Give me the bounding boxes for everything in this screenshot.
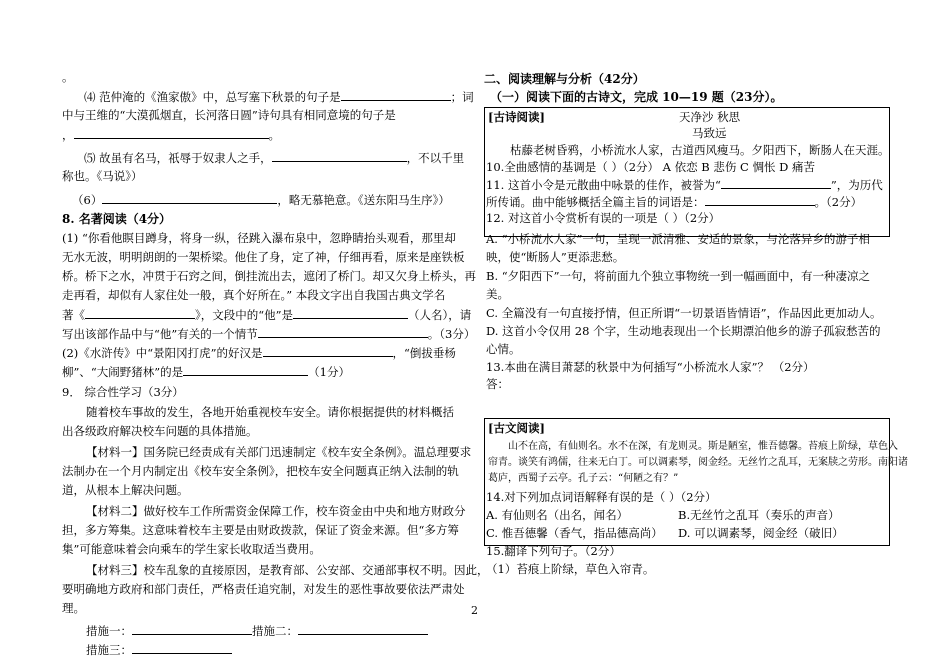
measure2-label: 措施二： xyxy=(252,624,298,638)
q5-line1 xyxy=(84,150,464,166)
poem-label: [古诗阅读] xyxy=(488,110,545,124)
q8-p2-line2 xyxy=(62,364,350,380)
q8-plot-text: 写出该部作品中与“他”有关的一个情节 xyxy=(62,327,258,341)
measure1-blank[interactable] xyxy=(132,623,252,635)
measures-line1 xyxy=(86,623,428,639)
q8-p1-line2: 无水无波，明明朗朗的一架桥梁。他住了身，定了神，仔细再看，原来是座铁板 xyxy=(62,250,465,264)
material3-line1: 【材料三】校车乱象的直接原因，是教育部、公安部、交通部事权不明。因此， xyxy=(86,563,489,577)
q5-text: ⑸ 故虽有名马，祇辱于奴隶人之手， xyxy=(84,151,272,165)
q9-title: 9． 综合性学习（3分） xyxy=(62,385,184,399)
q6-line xyxy=(72,192,450,208)
q15-item1: （1）苔痕上阶绿，草色入帘青。 xyxy=(486,562,655,576)
material2-line2: 担，多方筹集。这意味着校车主要是由财政拨款，保证了资金来源。但“多方筹 xyxy=(62,523,459,537)
section-title: 二、阅读理解与分析（42分） xyxy=(484,72,645,86)
prose-label: [古文阅读] xyxy=(488,421,545,435)
q8-book-open: 著《 xyxy=(62,308,85,322)
q8-hero-blank[interactable] xyxy=(263,345,393,357)
q5-blank[interactable] xyxy=(272,150,407,162)
q11-text: 11. 这首小令是元散曲中咏景的佳作，被誉为“ xyxy=(486,178,721,192)
q12-option-b-line1: B. “夕阳西下”一句，将前面九个独立事物统一到一幅画面中，有一种凄凉之 xyxy=(486,269,871,283)
material2-line3: 集”可能意味着会向乘车的学生家长收取适当费用。 xyxy=(62,542,321,556)
q14-option-a: A. 有仙则名（出名，闻名） xyxy=(486,508,629,522)
poem-text: 枯藤老树昏鸦，小桥流水人家，古道西风瘦马。夕阳西下，断肠人在天涯。 xyxy=(510,143,890,157)
q12: 12. 对这首小令赏析有误的一项是（ ）（2分） xyxy=(486,211,721,225)
q6-text-end: ，略无慕艳意。《送东阳马生序》） xyxy=(277,193,450,207)
q8-plot-score: 。（3分） xyxy=(427,327,476,341)
material1-line1: 【材料一】国务院已经责成有关部门迅速制定《校车安全条例》。温总理要求 xyxy=(86,445,472,459)
prose-line1: 山不在高，有仙则名。水不在深，有龙则灵。斯是陋室，惟吾德馨。苔痕上阶绿，草色入 xyxy=(508,441,898,452)
q6-label: （6） xyxy=(72,193,103,207)
q11-blank2[interactable] xyxy=(705,194,815,206)
q13-answer-label: 答： xyxy=(486,377,509,391)
q5-text-end: ，不以千里 xyxy=(406,151,465,165)
q12-option-b-line2: 美。 xyxy=(486,287,509,301)
q8-plot-blank[interactable] xyxy=(258,326,428,338)
q8-name-blank[interactable] xyxy=(293,307,408,319)
q4-comma: ， xyxy=(62,128,74,142)
q11-line1 xyxy=(486,177,883,193)
q11-line2 xyxy=(486,194,862,210)
measures-line2 xyxy=(86,642,232,658)
material3-line2: 要明确地方政府和部门责任，严格责任追究制，对发生的恶性事故要依法严肃处 xyxy=(62,582,465,596)
q14-option-c: C. 惟吾德馨（香气，指品德高尚） xyxy=(486,526,663,540)
measure2-blank[interactable] xyxy=(298,623,428,635)
q12-option-d-line2: 心情。 xyxy=(486,342,521,356)
q4-blank1[interactable] xyxy=(341,89,451,101)
q11-text-end: ”，为历代 xyxy=(830,178,883,192)
q13: 13.本曲在满目萧瑟的秋景中为何插写“小桥流水人家”？ （2分） xyxy=(486,360,815,374)
poem-title: 天净沙 秋思 xyxy=(679,110,741,124)
material2-line1: 【材料二】做好校车工作所需资金保障工作，校车资金由中央和地方财政分 xyxy=(86,504,466,518)
q11-text2: 所传诵。曲中能够概括全篇主旨的词语是： xyxy=(486,195,705,209)
q12-option-c: C. 全篇没有一句直接抒情，但正所谓“一切景语皆情语”，作品因此更加动人。 xyxy=(486,306,882,320)
material1-line3: 道，从根本上解决问题。 xyxy=(62,483,189,497)
q11-score: 。（2分） xyxy=(814,195,863,209)
material1-line2: 法制办在一个月内制定出《校车安全条例》，把校车安全问题真正纳入法制的轨 xyxy=(62,464,459,478)
q4-line2: 中与王维的“大漠孤烟直，长河落日圆”诗句具有相同意境的句子是 xyxy=(62,108,396,122)
q5-line2: 称也。《马说》） xyxy=(62,169,143,183)
measure3-blank[interactable] xyxy=(132,642,232,654)
page-number: 2 xyxy=(471,604,478,617)
prose-line3: 葛庐，西蜀子云亭。孔子云：“何陋之有？” xyxy=(488,473,679,484)
q8-p1-line3: 桥。桥下之水，冲贯于石窍之间，倒挂流出去，遮闭了桥门。却又欠身上桥头，再 xyxy=(62,269,476,283)
q4-text: ⑷ 范仲淹的《渔家傲》中，总写塞下秋景的句子是 xyxy=(84,90,341,104)
q4-line3 xyxy=(62,127,280,143)
q8-he-text: 》，文段中的“他”是 xyxy=(195,308,294,322)
q4-period: 。 xyxy=(268,128,280,142)
q8-name-hint: （人名），请 xyxy=(408,308,472,322)
q9-intro-line1: 随着校车事故的发生，各地开始重视校车安全。请你根据提供的材料概括 xyxy=(86,405,454,419)
q8-p1-line6 xyxy=(62,326,475,342)
q12-option-a-line1: A. “小桥流水人家”一句，呈现一派清雅、安适的景象，与沦落异乡的游子相 xyxy=(486,232,870,246)
q8-hero2-blank[interactable] xyxy=(183,364,308,376)
q8-p1-line5 xyxy=(62,307,471,323)
q4-line1 xyxy=(84,89,474,105)
q8-p2-score: （1分） xyxy=(308,365,350,379)
q9-intro-line2: 出各级政府解决校车问题的具体措施。 xyxy=(62,424,258,438)
subsection-title: （一）阅读下面的古诗文，完成 10—19 题（23分）。 xyxy=(490,90,783,104)
q6-blank[interactable] xyxy=(102,192,277,204)
q8-book-blank[interactable] xyxy=(85,307,195,319)
measure3-label: 措施三： xyxy=(86,643,132,657)
q4-blank2[interactable] xyxy=(74,127,269,139)
q8-p2-text2: 柳”、“大闹野猪林”的是 xyxy=(62,365,184,379)
q12-option-a-line2: 映，使“断肠人”更添悲愁。 xyxy=(486,250,625,264)
prose-line2: 帘青。谈笑有鸿儒，往来无白丁。可以调素琴，阅金经。无丝竹之乱耳，无案牍之劳形。南阳诸 xyxy=(488,457,908,468)
material3-line3: 理。 xyxy=(62,601,85,615)
leading-period: 。 xyxy=(62,70,74,84)
q10: 10.全曲感情的基调是（ ）（2分） A 依恋 B 悲伤 C 惆怅 D 痛苦 xyxy=(486,160,816,174)
q8-title: 8. 名著阅读（4分） xyxy=(62,212,172,226)
measure1-label: 措施一： xyxy=(86,624,132,638)
q8-p2-line1 xyxy=(62,345,456,361)
q11-blank1[interactable] xyxy=(721,177,831,189)
q4-text-end: ；词 xyxy=(450,90,474,104)
q14-option-d: D. 可以调素琴，阅金经（破旧） xyxy=(678,526,844,540)
q14-option-b: B.无丝竹之乱耳（奏乐的声音） xyxy=(678,508,840,522)
q8-p2-text-end: ，“倒拔垂杨 xyxy=(392,346,456,360)
q14: 14.对下列加点词语解释有误的是（ ）（2分） xyxy=(486,490,717,504)
q15: 15.翻译下列句子。（2分） xyxy=(486,544,621,558)
q8-p1-line1: (1) “你看他瞑目蹲身，将身一纵，径跳入瀑布泉中，忽睁睛抬头观看，那里却 xyxy=(62,231,456,245)
poem-author: 马致远 xyxy=(692,126,727,140)
q8-p1-line4: 走再看，却似有人家住处一般，真个好所在。” 本段文字出自我国古典文学名 xyxy=(62,288,446,302)
q8-p2-text: (2)《水浒传》中“景阳冈打虎”的好汉是 xyxy=(62,346,263,360)
q12-option-d-line1: D. 这首小令仅用 28 个字，生动地表现出一个长期漂泊他乡的游子孤寂愁苦的 xyxy=(486,324,881,338)
